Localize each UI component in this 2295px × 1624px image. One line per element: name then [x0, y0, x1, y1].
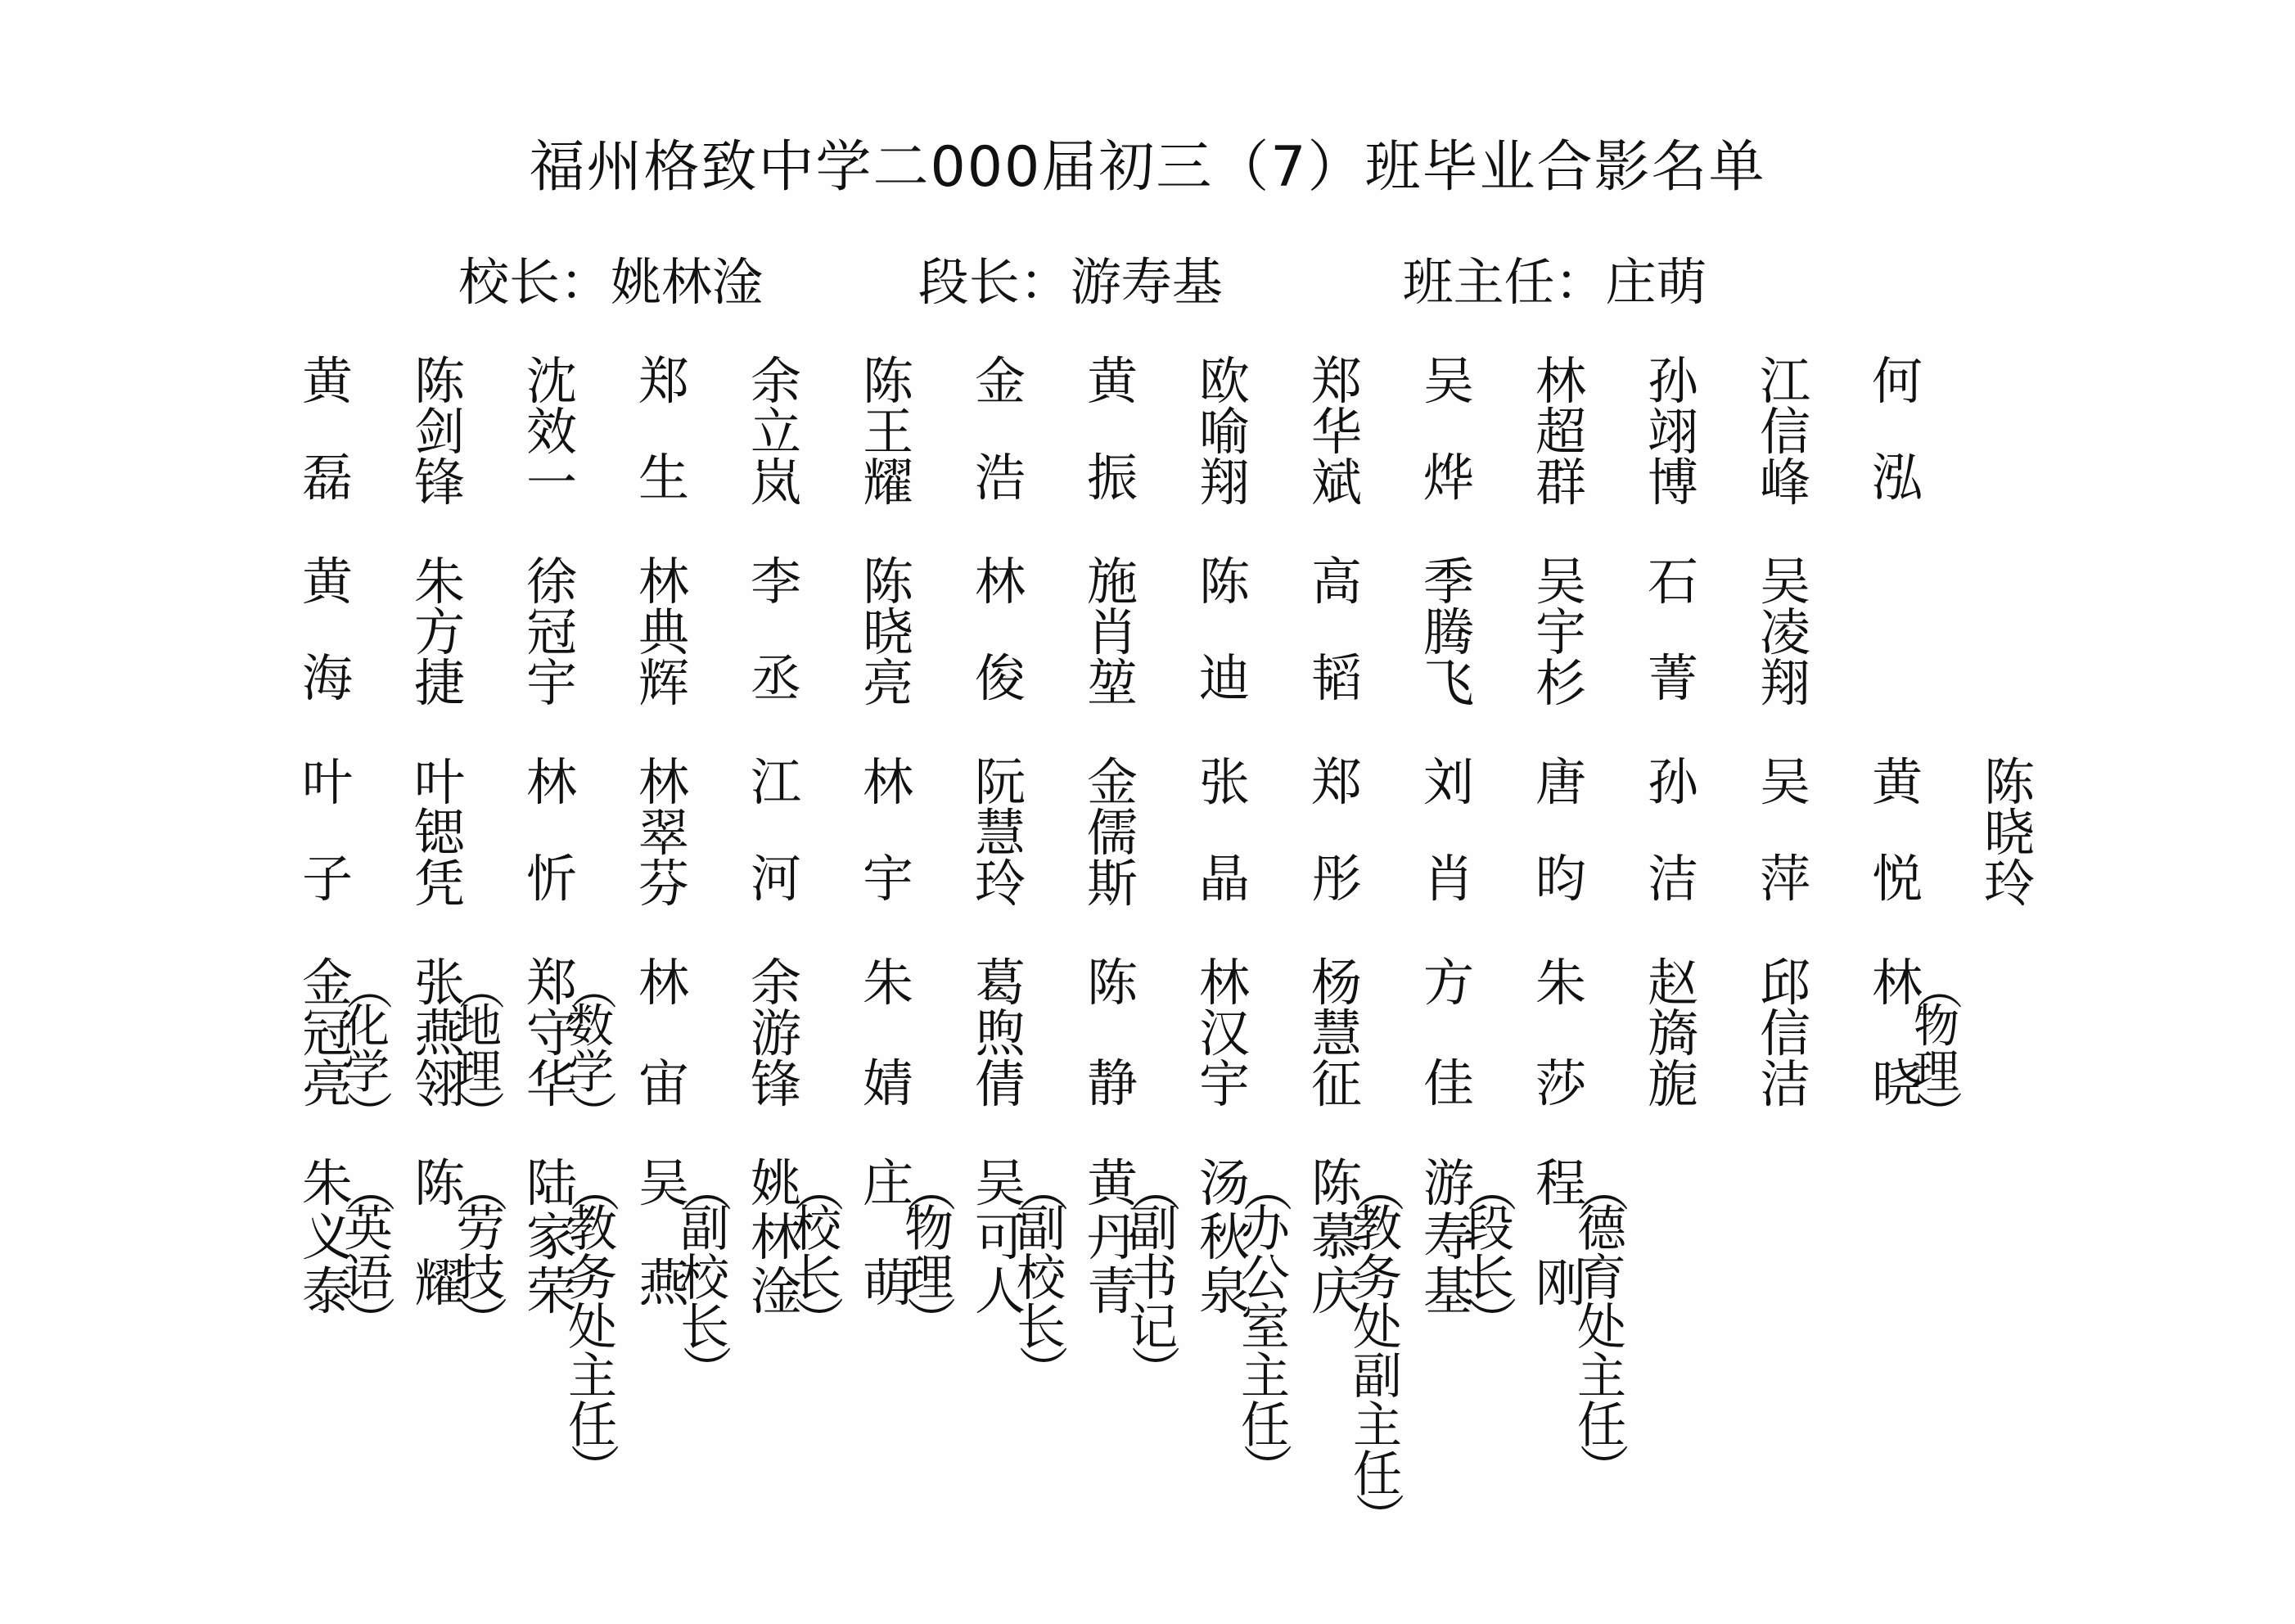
name-text: 季 腾 飞 [1423, 552, 1475, 713]
name-text: 郑 守 华 [526, 953, 578, 1114]
officials-line [458, 241, 1707, 314]
name-text: 陈 剑 锋 [414, 351, 466, 512]
role-note: （ 物 理 ） [1910, 964, 1964, 1136]
role-note: （ 地 理 ） [453, 964, 506, 1136]
role-note: （ 教 务 处 主 任 ） [564, 1163, 621, 1492]
person-name [302, 552, 354, 708]
person-name [863, 351, 914, 512]
person-name [1087, 351, 1138, 508]
person-name [751, 953, 802, 1114]
name-text: 吴 宇 杉 [1535, 552, 1587, 713]
name-text: 林 晓 [1872, 953, 1923, 1113]
person-name [751, 552, 802, 708]
role-note: （ 副 书 记 ） [1125, 1163, 1182, 1394]
person-name [1872, 752, 1923, 909]
name-text: 姚 林 淦 [751, 1153, 802, 1321]
name-text: 李 丞 [751, 552, 802, 708]
role-note: （ 办 公 室 主 任 ） [1237, 1163, 1294, 1492]
name-text: 朱 方 捷 [414, 552, 466, 713]
role-note: （ 校 长 ） [788, 1163, 845, 1345]
person-name [1423, 552, 1475, 713]
name-text: 叶 子 [302, 752, 354, 909]
person-name [975, 752, 1026, 914]
person-name [1199, 752, 1251, 909]
name-text: 林 翠 芬 [638, 752, 690, 914]
person-name [1872, 351, 1923, 508]
person-name [1199, 552, 1251, 708]
name-text: 吴 萍 [1760, 752, 1811, 909]
name-text: 郑 生 [638, 351, 690, 508]
name-text: 游 寿 基 [1423, 1153, 1475, 1321]
name-text: 陈 王 耀 [863, 351, 914, 512]
grade-head-label: 段长：游寿基 [918, 252, 1223, 312]
name-text: 余 立 岚 [751, 351, 802, 512]
person-name [302, 752, 354, 909]
name-text: 孙 翊 博 [1648, 351, 1699, 512]
person-name [1760, 351, 1811, 512]
principal-label: 校长：姚林淦 [458, 252, 764, 312]
name-text: 刘 肖 [1423, 752, 1475, 909]
name-text: 吴 可 人 [975, 1153, 1026, 1321]
person-name [526, 351, 578, 512]
name-text: 赵 旖 旎 [1648, 953, 1699, 1114]
name-text: 程 刚 [1535, 1153, 1587, 1313]
person-name [1423, 953, 1475, 1113]
person-name [414, 552, 466, 713]
person-name [638, 552, 690, 713]
name-text: 陈 迪 [1199, 552, 1251, 708]
name-text: 张 晶 [1199, 752, 1251, 909]
person-name [751, 351, 802, 512]
name-text: 吴 烨 [1423, 351, 1475, 508]
person-name [1087, 552, 1138, 713]
person-name [1648, 752, 1699, 909]
name-text: 沈 效 一 [526, 351, 578, 512]
person-name [975, 552, 1026, 708]
person-name [414, 351, 466, 512]
name-text: 林 典 辉 [638, 552, 690, 713]
person-name [1311, 351, 1363, 512]
name-text: 何 泓 [1872, 351, 1923, 508]
name-text: 阮 慧 玲 [975, 752, 1026, 914]
role-note: （ 段 长 ） [1461, 1163, 1518, 1345]
name-text: 陆 家 荣 [526, 1153, 578, 1321]
role-note: （ 副 校 长 ） [676, 1163, 733, 1394]
person-name [1087, 953, 1138, 1113]
person-name [751, 752, 802, 909]
name-text: 叶 锶 凭 [414, 752, 466, 914]
name-text: 黄 海 [302, 552, 354, 708]
name-text: 庄 萌 [863, 1153, 914, 1313]
name-text: 葛 煦 倩 [975, 953, 1026, 1114]
class-teacher-label: 班主任：庄萌 [1402, 252, 1707, 312]
person-name [1423, 752, 1475, 909]
name-text: 林 超 群 [1535, 351, 1587, 512]
name-text: 陈 慕 庆 [1311, 1153, 1363, 1321]
name-text: 黄 悦 [1872, 752, 1923, 909]
person-name [1087, 752, 1138, 914]
name-text: 邱 信 洁 [1760, 953, 1811, 1114]
name-text: 方 佳 [1423, 953, 1475, 1113]
person-name [638, 752, 690, 914]
name-text: 郑 华 斌 [1311, 351, 1363, 512]
person-name [1199, 351, 1251, 512]
name-text: 林 宙 [638, 953, 690, 1113]
person-name [1423, 351, 1475, 508]
person-name [1760, 752, 1811, 909]
person-name [526, 552, 578, 713]
name-text: 郑 彤 [1311, 752, 1363, 909]
person-name [1311, 552, 1363, 708]
person-name [1535, 752, 1587, 909]
role-note: （ 化 学 ） [340, 964, 394, 1136]
name-text: 施 肖 堃 [1087, 552, 1138, 713]
person-name [1311, 752, 1363, 909]
name-text: 杨 慧 征 [1311, 953, 1363, 1114]
name-text: 朱 莎 [1535, 953, 1587, 1113]
name-text: 江 信 峰 [1760, 351, 1811, 512]
name-text: 金 儒 斯 [1087, 752, 1138, 914]
person-name [1760, 552, 1811, 713]
role-note: （ 副 校 长 ） [1012, 1163, 1070, 1394]
name-text: 江 河 [751, 752, 802, 909]
person-name [863, 953, 914, 1113]
name-text: 欧 喻 翔 [1199, 351, 1251, 512]
person-name [975, 953, 1026, 1114]
name-text: 黄 丹 青 [1087, 1153, 1138, 1321]
name-text: 汤 秋 泉 [1199, 1153, 1251, 1321]
person-name [1535, 552, 1587, 713]
person-name [1311, 953, 1363, 1114]
name-text: 林 俊 [975, 552, 1026, 708]
name-text: 唐 昀 [1535, 752, 1587, 909]
person-name [1648, 953, 1699, 1114]
name-text: 高 韬 [1311, 552, 1363, 708]
name-text: 吴 燕 [638, 1153, 690, 1313]
name-text: 金 冠 亮 [302, 953, 354, 1114]
role-note: （ 物 理 ） [900, 1163, 958, 1345]
document-title: 福州格致中学二000届初三（7）班毕业合影名单 [529, 135, 1766, 200]
name-text: 孙 洁 [1648, 752, 1699, 909]
role-note: （ 教 务 处 副 主 任 ） [1349, 1163, 1406, 1541]
name-text: 朱 义 泰 [302, 1153, 354, 1321]
name-text: 朱 婧 [863, 953, 914, 1113]
name-text: 余 游 锋 [751, 953, 802, 1114]
name-text: 林 汉 宇 [1199, 953, 1251, 1114]
name-text: 陈 晓 亮 [863, 552, 914, 713]
role-note: （ 德 育 处 主 任 ） [1573, 1163, 1630, 1492]
name-text: 吴 凌 翔 [1760, 552, 1811, 713]
name-text: 陈 耀 [414, 1153, 466, 1313]
name-text: 徐 冠 宇 [526, 552, 578, 713]
role-note: （ 劳 技 ） [452, 1163, 509, 1345]
person-name [975, 351, 1026, 508]
name-text: 黄 振 [1087, 351, 1138, 508]
person-name [1760, 953, 1811, 1114]
person-name [638, 351, 690, 508]
person-name [1648, 552, 1699, 708]
name-text: 金 浩 [975, 351, 1026, 508]
name-text: 林 忻 [526, 752, 578, 909]
person-name [302, 351, 354, 508]
person-name [638, 953, 690, 1113]
person-name [1648, 351, 1699, 512]
name-text: 陈 晓 玲 [1984, 752, 2036, 914]
name-text: 陈 静 [1087, 953, 1138, 1113]
name-text: 石 菁 [1648, 552, 1699, 708]
person-name [1199, 953, 1251, 1114]
name-text: 张 燕 翎 [414, 953, 466, 1114]
role-note: （ 英 语 ） [340, 1163, 397, 1345]
person-name [1535, 953, 1587, 1113]
name-text: 林 宇 [863, 752, 914, 909]
person-name [863, 552, 914, 713]
person-name [1535, 351, 1587, 512]
person-name [863, 752, 914, 909]
person-name [414, 752, 466, 914]
name-text: 黄 磊 [302, 351, 354, 508]
person-name [526, 752, 578, 909]
role-note: （ 数 学 ） [565, 964, 618, 1136]
person-name [1984, 752, 2036, 914]
